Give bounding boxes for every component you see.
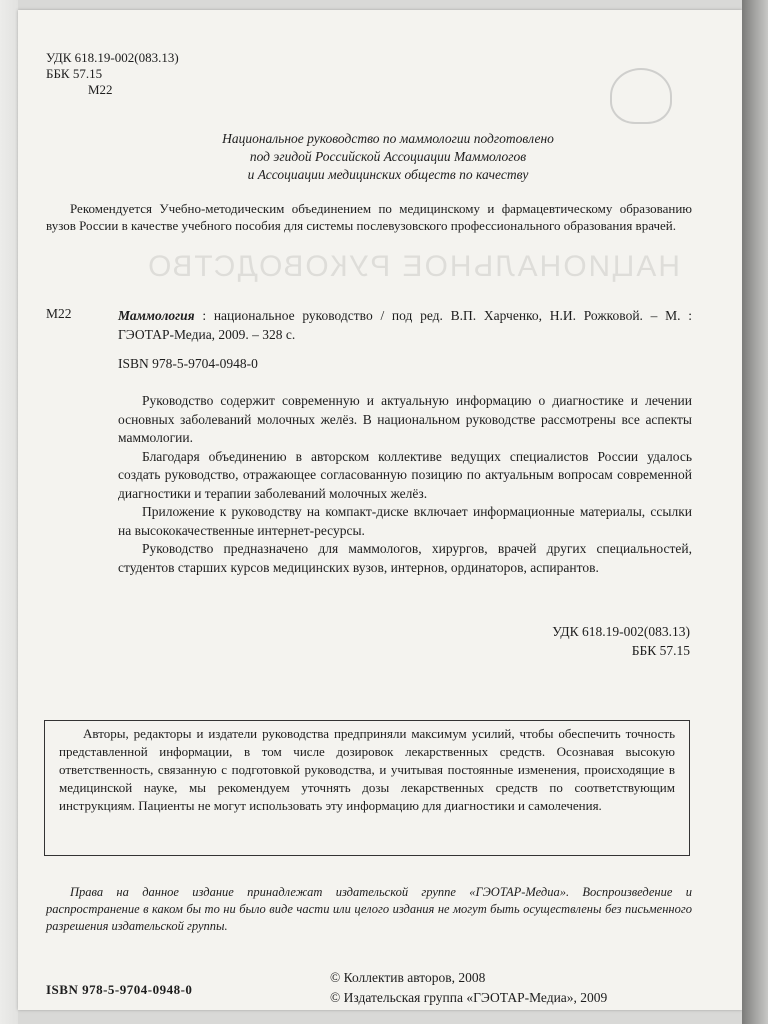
header-code: М22 [88,82,113,97]
book-title: Маммология [118,308,195,323]
description-paragraph: Руководство содержит современную и актуальную информацию о диагностике и лечении основных заболеваний молочных желёз. В национальном руководстве рассмотрены все аспекты маммологии. [118,393,692,445]
prepared-by-line: Национальное руководство по маммологии подготовлено [222,131,554,146]
disclaimer-text: Авторы, редакторы и издатели руководства предприняли максимум усилий, чтобы обеспечить точность представленной информации, в том числе дозировок лекарственных средств. Осознавая высокую ответственность, связанную с подготовкой руководства, и учитывая постоянные изменения, происходящие в медицинской науке, мы рекомендуем уточнять дозы лекарственных средств по соответствующим инструкциям. Пациенты не могут использовать эту информацию для диагностики и самолечения. [59,726,675,813]
prepared-by-block [118,130,658,184]
bibliographic-entry [118,306,692,344]
disclaimer-box [44,720,690,856]
classification-right [430,622,690,660]
header-classification [46,50,179,98]
udk-right: УДК 618.19-002(083.13) [552,624,690,639]
bleed-through-watermark: НАЦИОНАЛЬНОЕ РУКОВОДСТВО [145,250,681,283]
bbk-right: ББК 57.15 [631,643,690,658]
description-paragraph: Приложение к руководству на компакт-диске включает информационные материалы, ссылки на высококачественные интернет-ресурсы. [118,504,692,538]
prepared-by-line: под эгидой Российской Ассоциации Маммологов [249,149,527,164]
footer-isbn: ISBN 978-5-9704-0948-0 [46,982,193,997]
copyright-authors: © Коллектив авторов, 2008 [330,970,486,985]
isbn: ISBN 978-5-9704-0948-0 [118,356,258,371]
description-paragraph: Благодаря объединению в авторском коллективе ведущих специалистов России удалось создать руководство, отражающее согласованную позицию по актуальным вопросам современной диагностики и терапии заболеваний молочных желёз. [118,448,692,501]
scan-right-shadow [742,0,768,1024]
bibliographic-code: М22 [46,306,72,321]
bibliographic-details: : национальное руководство / под ред. В.П. Харченко, Н.И. Рожковой. – М. : ГЭОТАР-Медиа, 2009. – 328 с. [118,308,692,342]
header-udk: УДК 618.19-002(083.13) [46,50,179,65]
scan-left-margin [0,0,18,1024]
copyright-publisher: © Издательская группа «ГЭОТАР-Медиа», 2009 [330,990,608,1005]
description [118,392,692,577]
description-paragraph: Руководство предназначено для маммологов, хирургов, врачей других специальностей, студентов старших курсов медицинских вузов, интернов, ординаторов, аспирантов. [118,541,692,575]
book-page [18,10,742,1010]
publisher-logo-icon [610,68,672,124]
header-bbk: ББК 57.15 [46,66,103,81]
recommendation-text: Рекомендуется Учебно-методическим объединением по медицинскому и фармацевтическому образованию вузов России в качестве учебного пособия для системы послевузовского профессионального образования врачей. [46,201,692,233]
rights-notice: Права на данное издание принадлежат издательской группе «ГЭОТАР-Медиа». Воспроизведение и распространение в каком бы то ни было виде части или целого издания не могут быть осуществлены без письменного разрешения издательской группы. [46,885,692,933]
copyright-block [330,968,690,1008]
prepared-by-line: и Ассоциации медицинских обществ по качеству [247,167,529,182]
